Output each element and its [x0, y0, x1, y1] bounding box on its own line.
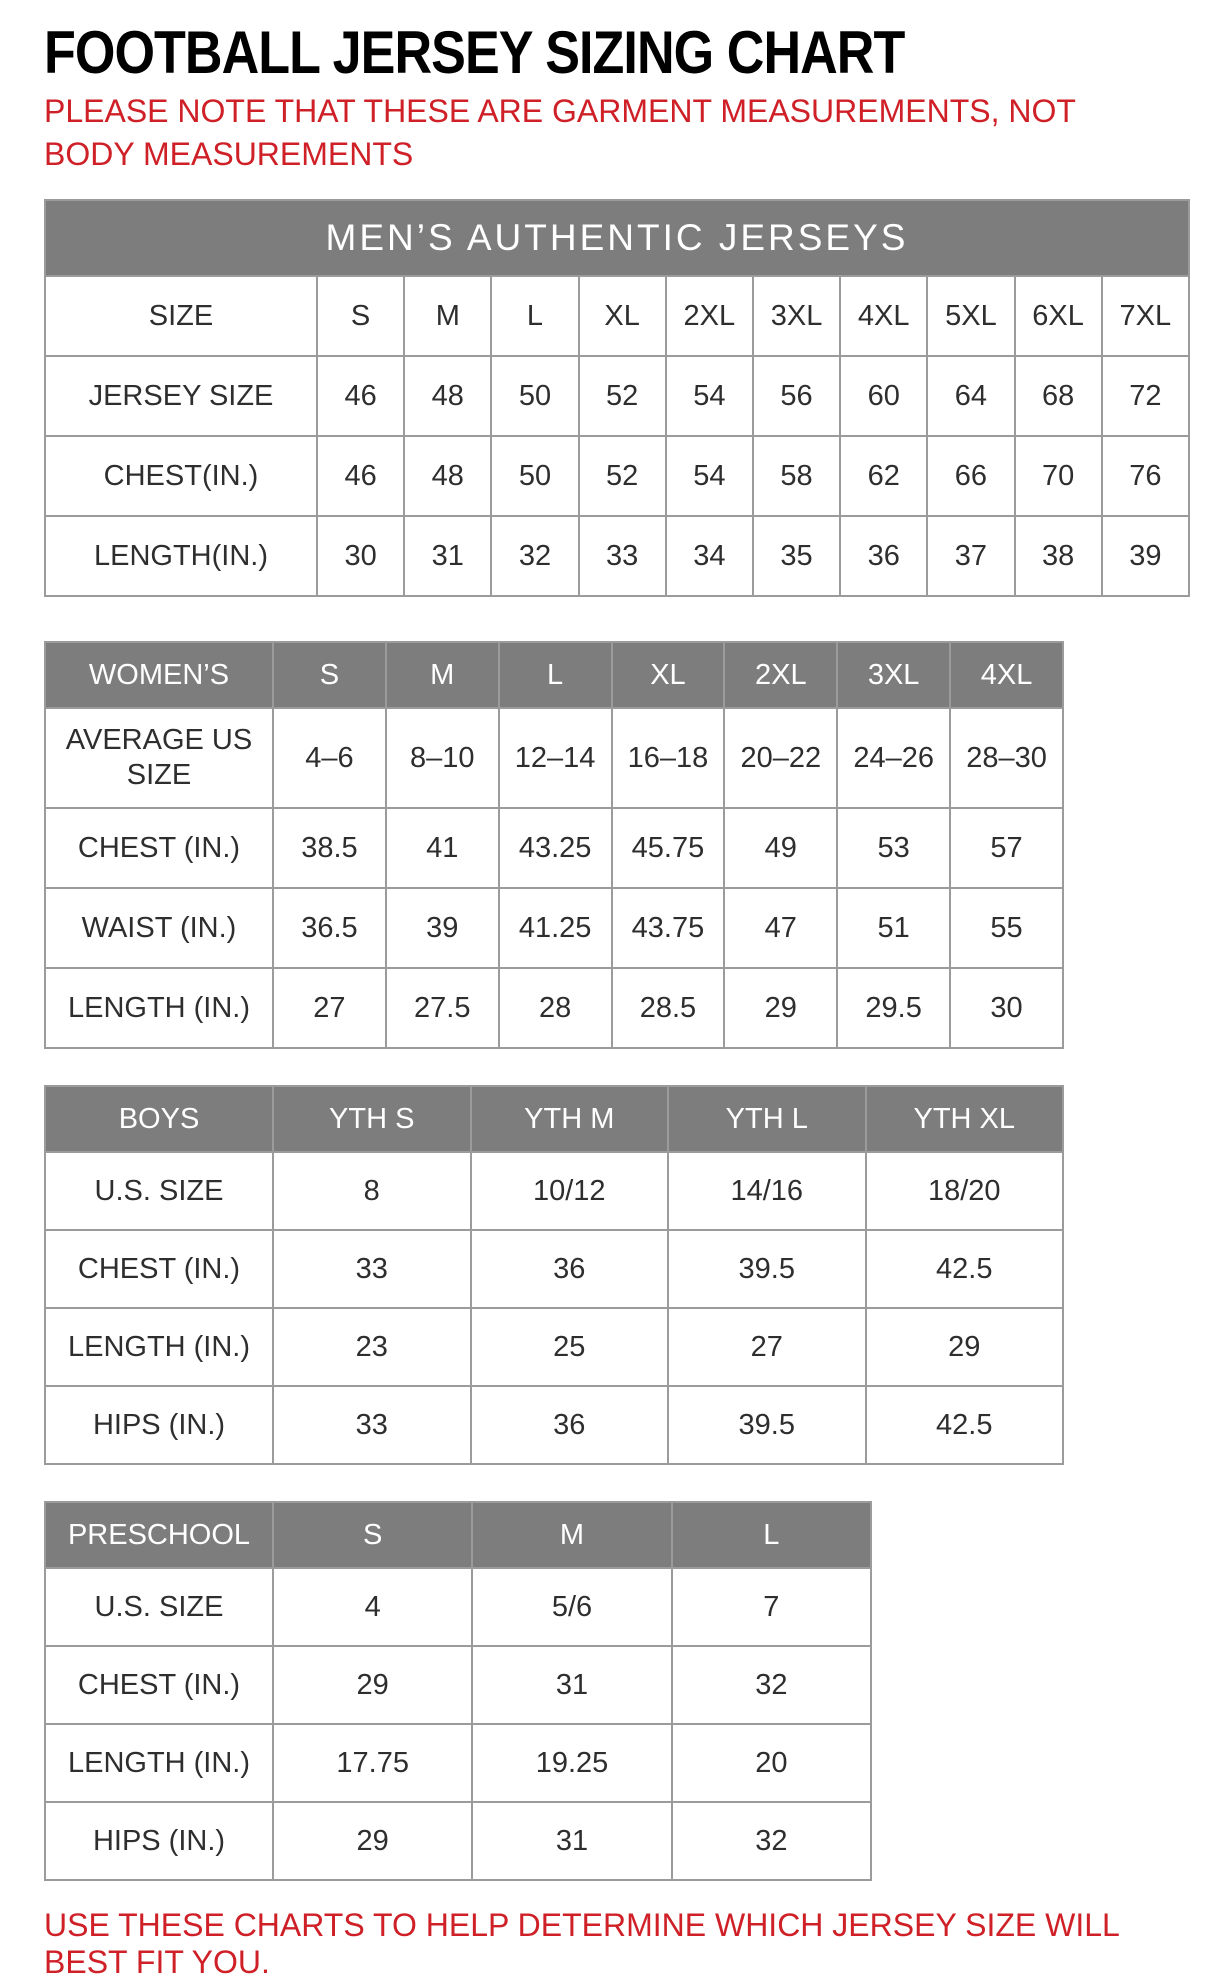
col-header: L — [672, 1502, 871, 1568]
cell: 42.5 — [866, 1386, 1064, 1464]
cell: 36 — [471, 1230, 669, 1308]
cell: 30 — [950, 968, 1063, 1048]
cell: 43.75 — [612, 888, 725, 968]
row-label: CHEST (IN.) — [45, 1646, 273, 1724]
row-label: U.S. SIZE — [45, 1568, 273, 1646]
cell: 31 — [472, 1802, 671, 1880]
cell: 14/16 — [668, 1152, 866, 1230]
col-header: M — [386, 642, 499, 708]
cell: 29 — [724, 968, 837, 1048]
row-label: WAIST (IN.) — [45, 888, 273, 968]
boys-table-title: BOYS — [45, 1086, 273, 1152]
preschool-table-title: PRESCHOOL — [45, 1502, 273, 1568]
cell: 58 — [753, 436, 840, 516]
cell: 72 — [1102, 356, 1189, 436]
cell: 23 — [273, 1308, 471, 1386]
cell: 36 — [840, 516, 927, 596]
col-header: S — [273, 1502, 472, 1568]
col-header: YTH S — [273, 1086, 471, 1152]
row-label: LENGTH(IN.) — [45, 516, 317, 596]
cell: 50 — [491, 436, 578, 516]
cell: 31 — [472, 1646, 671, 1724]
row-label: JERSEY SIZE — [45, 356, 317, 436]
cell: 27 — [668, 1308, 866, 1386]
cell: 39.5 — [668, 1386, 866, 1464]
cell: 33 — [579, 516, 666, 596]
col-header: YTH XL — [866, 1086, 1064, 1152]
cell: 57 — [950, 808, 1063, 888]
cell: 27.5 — [386, 968, 499, 1048]
cell: 32 — [672, 1802, 871, 1880]
cell: 47 — [724, 888, 837, 968]
cell: 10/12 — [471, 1152, 669, 1230]
cell: 43.25 — [499, 808, 612, 888]
cell: 32 — [672, 1646, 871, 1724]
cell: 29 — [273, 1802, 472, 1880]
cell: 66 — [927, 436, 1014, 516]
row-label: LENGTH (IN.) — [45, 1724, 273, 1802]
col-header: XL — [612, 642, 725, 708]
col-header: 4XL — [950, 642, 1063, 708]
cell: 68 — [1015, 356, 1102, 436]
cell: 60 — [840, 356, 927, 436]
cell: 12–14 — [499, 708, 612, 808]
cell: 5/6 — [472, 1568, 671, 1646]
cell: 8 — [273, 1152, 471, 1230]
cell: 38.5 — [273, 808, 386, 888]
cell: 42.5 — [866, 1230, 1064, 1308]
cell: 39 — [1102, 516, 1189, 596]
row-label: U.S. SIZE — [45, 1152, 273, 1230]
cell: 34 — [666, 516, 753, 596]
cell: 36.5 — [273, 888, 386, 968]
col-header: S — [273, 642, 386, 708]
mens-table-title: MEN’S AUTHENTIC JERSEYS — [45, 200, 1189, 276]
cell: 52 — [579, 356, 666, 436]
cell: 7XL — [1102, 276, 1189, 356]
cell: 20–22 — [724, 708, 837, 808]
col-header: 3XL — [837, 642, 950, 708]
cell: 29.5 — [837, 968, 950, 1048]
row-label: LENGTH (IN.) — [45, 968, 273, 1048]
cell: L — [491, 276, 578, 356]
cell: 54 — [666, 436, 753, 516]
cell: 29 — [273, 1646, 472, 1724]
cell: 25 — [471, 1308, 669, 1386]
cell: 50 — [491, 356, 578, 436]
mens-sizing-table — [44, 199, 1190, 597]
cell: 18/20 — [866, 1152, 1064, 1230]
cell: 33 — [273, 1230, 471, 1308]
cell: 46 — [317, 356, 404, 436]
cell: 64 — [927, 356, 1014, 436]
cell: XL — [579, 276, 666, 356]
row-label: HIPS (IN.) — [45, 1386, 273, 1464]
cell: 4XL — [840, 276, 927, 356]
cell: 5XL — [927, 276, 1014, 356]
row-label: CHEST(IN.) — [45, 436, 317, 516]
cell: 4 — [273, 1568, 472, 1646]
cell: 31 — [404, 516, 491, 596]
cell: 4–6 — [273, 708, 386, 808]
cell: 36 — [471, 1386, 669, 1464]
cell: 33 — [273, 1386, 471, 1464]
cell: 28.5 — [612, 968, 725, 1048]
cell: 32 — [491, 516, 578, 596]
row-label: CHEST (IN.) — [45, 1230, 273, 1308]
col-header: M — [472, 1502, 671, 1568]
cell: 52 — [579, 436, 666, 516]
cell: 55 — [950, 888, 1063, 968]
cell: 76 — [1102, 436, 1189, 516]
cell: 41.25 — [499, 888, 612, 968]
cell: 54 — [666, 356, 753, 436]
cell: 41 — [386, 808, 499, 888]
cell: 35 — [753, 516, 840, 596]
cell: 39 — [386, 888, 499, 968]
cell: 28 — [499, 968, 612, 1048]
cell: 19.25 — [472, 1724, 671, 1802]
cell: 29 — [866, 1308, 1064, 1386]
footer-note: USE THESE CHARTS TO HELP DETERMINE WHICH JERSEY SIZE WILL BEST FIT YOU. — [44, 1906, 1119, 1980]
cell: 17.75 — [273, 1724, 472, 1802]
cell: 38 — [1015, 516, 1102, 596]
row-label: SIZE — [45, 276, 317, 356]
womens-sizing-table — [44, 641, 1064, 1049]
cell: M — [404, 276, 491, 356]
row-label: CHEST (IN.) — [45, 808, 273, 888]
cell: 48 — [404, 356, 491, 436]
measurement-note: PLEASE NOTE THAT THESE ARE GARMENT MEASUREMENTS, NOT BODY MEASUREMENTS — [44, 93, 1076, 172]
col-header: YTH M — [471, 1086, 669, 1152]
cell: 28–30 — [950, 708, 1063, 808]
cell: 2XL — [666, 276, 753, 356]
cell: 49 — [724, 808, 837, 888]
cell: 70 — [1015, 436, 1102, 516]
womens-table-title: WOMEN’S — [45, 642, 273, 708]
row-label: AVERAGE US SIZE — [45, 708, 273, 808]
cell: 56 — [753, 356, 840, 436]
boys-sizing-table — [44, 1085, 1064, 1465]
col-header: L — [499, 642, 612, 708]
cell: 53 — [837, 808, 950, 888]
cell: 62 — [840, 436, 927, 516]
cell: 39.5 — [668, 1230, 866, 1308]
page-title: FOOTBALL JERSEY SIZING CHART — [44, 17, 905, 86]
cell: 27 — [273, 968, 386, 1048]
cell: 24–26 — [837, 708, 950, 808]
cell: 3XL — [753, 276, 840, 356]
cell: 48 — [404, 436, 491, 516]
cell: 46 — [317, 436, 404, 516]
cell: 51 — [837, 888, 950, 968]
cell: 7 — [672, 1568, 871, 1646]
cell: 16–18 — [612, 708, 725, 808]
cell: 37 — [927, 516, 1014, 596]
cell: 30 — [317, 516, 404, 596]
cell: 20 — [672, 1724, 871, 1802]
col-header: YTH L — [668, 1086, 866, 1152]
cell: 8–10 — [386, 708, 499, 808]
cell: S — [317, 276, 404, 356]
cell: 45.75 — [612, 808, 725, 888]
cell: 6XL — [1015, 276, 1102, 356]
preschool-sizing-table — [44, 1501, 872, 1881]
row-label: LENGTH (IN.) — [45, 1308, 273, 1386]
row-label: HIPS (IN.) — [45, 1802, 273, 1880]
col-header: 2XL — [724, 642, 837, 708]
